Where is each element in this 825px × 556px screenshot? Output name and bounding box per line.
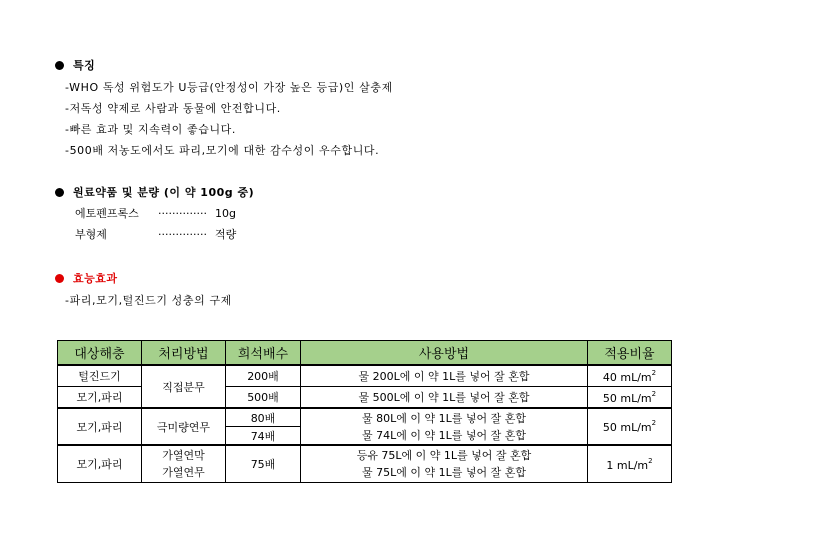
efficacy-heading: 효능효과 — [73, 272, 118, 285]
cell-dilution: 75배 — [226, 445, 301, 483]
cell-dilution: 80배 — [226, 408, 301, 427]
cell-method — [142, 445, 226, 483]
rate-exponent: 2 — [651, 368, 657, 377]
cell-rate — [588, 365, 672, 387]
cell-rate — [588, 445, 672, 483]
efficacy-heading-row — [55, 270, 232, 286]
usage-table — [57, 340, 672, 483]
rate-value: 50 mL/m — [602, 421, 652, 434]
feature-line: -저독성 약제로 사람과 동물에 안전합니다. — [65, 102, 281, 115]
cell-dilution: 200배 — [226, 365, 301, 387]
table-row — [58, 408, 672, 427]
cell-method: 직접분무 — [142, 365, 226, 408]
leader-dots: ·············· — [158, 228, 207, 241]
bullet-icon — [55, 274, 64, 283]
ingredients-heading: 원료약품 및 분량 (이 약 100g 중) — [73, 186, 255, 199]
header-rate: 적용비율 — [588, 341, 672, 366]
rate-exponent: 2 — [651, 389, 657, 398]
usage-line: 등유 75L에 이 약 1L를 넣어 잘 혼합 — [356, 449, 532, 462]
features-heading: 특징 — [73, 59, 96, 72]
rate-exponent: 2 — [651, 419, 657, 427]
bullet-icon — [55, 188, 64, 197]
feature-line: -빠른 효과 및 지속력이 좋습니다. — [65, 123, 236, 136]
header-dilution: 희석배수 — [226, 341, 301, 366]
usage-line: 물 75L에 이 약 1L를 넣어 잘 혼합 — [362, 466, 526, 479]
header-usage: 사용방법 — [301, 341, 588, 366]
cell-usage — [301, 445, 588, 483]
ingredient-row — [55, 203, 355, 224]
header-method: 처리방법 — [142, 341, 226, 366]
cell-usage — [301, 408, 588, 445]
cell-usage: 물 500L에 이 약 1L를 넣어 잘 혼합 — [301, 387, 588, 409]
header-pest: 대상해충 — [58, 341, 142, 366]
cell-dilution: 500배 — [226, 387, 301, 409]
cell-pest: 모기,파리 — [58, 445, 142, 483]
table-header-row — [58, 341, 672, 366]
ingredient-value: 10g — [215, 207, 236, 220]
rate-exponent: 2 — [648, 456, 653, 465]
rate-value: 50 mL/m — [602, 391, 652, 405]
ingredient-row — [55, 224, 355, 245]
leader-dots: ·············· — [158, 207, 207, 220]
cell-pest: 모기,파리 — [58, 387, 142, 409]
cell-usage: 물 200L에 이 약 1L를 넣어 잘 혼합 — [301, 365, 588, 387]
table-row — [58, 365, 672, 387]
ingredients-heading-row — [55, 184, 355, 200]
cell-rate — [588, 387, 672, 409]
method-line: 가열연막 — [162, 449, 205, 462]
method-line: 가열연무 — [162, 466, 205, 479]
ingredient-name: 에토펜프록스 — [75, 207, 139, 220]
cell-dilution: 74배 — [226, 427, 301, 446]
ingredient-name: 부형제 — [75, 228, 107, 241]
features-section — [55, 57, 393, 161]
efficacy-line: -파리,모기,털진드기 성충의 구제 — [65, 294, 232, 307]
usage-line: 물 74L에 이 약 1L를 넣어 잘 혼합 — [362, 428, 526, 442]
efficacy-section — [55, 270, 232, 311]
rate-value: 1 mL/m — [606, 458, 649, 472]
ingredient-value: 적량 — [215, 228, 237, 241]
ingredients-section — [55, 184, 355, 245]
bullet-icon — [55, 61, 64, 70]
feature-line: -WHO 독성 위험도가 U등급(안정성이 가장 높은 등급)인 살충제 — [65, 81, 393, 94]
feature-line: -500배 저농도에서도 파리,모기에 대한 감수성이 우수합니다. — [65, 144, 380, 157]
features-heading-row — [55, 57, 393, 73]
table-row — [58, 445, 672, 483]
cell-pest: 모기,파리 — [58, 408, 142, 445]
rate-value: 40 mL/m — [602, 370, 652, 384]
cell-method: 극미량연무 — [142, 408, 226, 445]
usage-line: 물 80L에 이 약 1L를 넣어 잘 혼합 — [362, 411, 526, 425]
cell-rate — [588, 408, 672, 445]
cell-pest: 털진드기 — [58, 365, 142, 387]
